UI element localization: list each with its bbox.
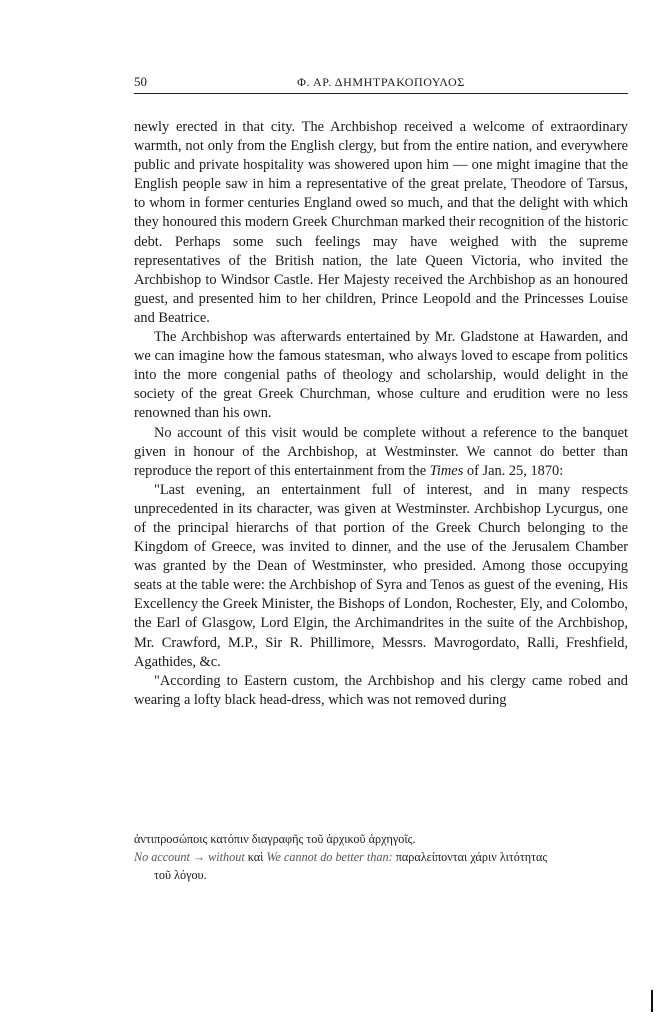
- scan-edge-mark: [651, 990, 653, 1012]
- footnote-line-2: [134, 848, 628, 866]
- page-number: 50: [134, 74, 147, 89]
- header-rule: [134, 93, 628, 94]
- times-title: Times: [429, 462, 464, 479]
- footnote-connector: καὶ: [244, 850, 267, 864]
- footnote-english-phrase-2: We cannot do better than:: [266, 850, 393, 864]
- paragraph-3-text: No account of this visit would be complete without a reference to the banquet given in honour of the Archbishop, at Westminster. We cannot do better than reproduce the report of this entertainment from the: [134, 424, 628, 479]
- footnotes: [134, 830, 628, 884]
- footnote-greek-text: παραλείπονται χάριν λιτότητας: [392, 850, 548, 864]
- footnote-line-3: τοῦ λόγου.: [154, 868, 207, 882]
- paragraph-2: The Archbishop was afterwards entertained by Mr. Gladstone at Hawarden, and we can imagine how the famous statesman, who always loved to escape from politics into the more congenial paths of theology and scholarship, would delight in the society of the great Greek Churchman, whose culture and erudition were no less renowned than his own.: [134, 329, 628, 422]
- paragraph-1: newly erected in that city. The Archbishop received a welcome of extraordinary warmth, not only from the English clergy, but from the entire nation, and everywhere public and private hospitality was showered upon him — one might imagine that the English people saw in him a representative of the great prelate, Theodore of Tarsus, to whom in former centuries England owed so much, and that the delight with which they honoured this modern Greek Churchman marked their recognition of the historic debt. Perhaps some such feelings may have weighed with the supreme representatives of the British nation, the late Queen Victoria, who invited the Archbishop to Windsor Castle. Her Majesty received the Archbishop as an honoured guest, and presented him to her children, Prince Leopold and the Princesses Louise and Beatrice.: [134, 119, 628, 326]
- page-header: [134, 74, 628, 94]
- paragraph-4-quote: "Last evening, an entertainment full of interest, and in many respects unprecedented in its character, was given at Westminster. Archbishop Lycurgus, one of the principal hierarchs of that portion of the Greek Church belonging to the Kingdom of Greece, was invited to dinner, and the use of the Jerusalem Chamber was granted by the Dean of Westminster, who presided. Among those occupying seats at the table were: the Archbishop of Syra and Tenos as guest of the evening, His Excellency the Greek Minister, the Bishops of London, Rochester, Ely, and Colombo, the Earl of Glasgow, Lord Elgin, the Archimandrites in the suite of the Archbishop, Mr. Crawford, M.P., Sir R. Phillimore, Messrs. Mavrogordato, Ralli, Freshfield, Agathides, &c.: [134, 481, 628, 670]
- footnote-line-1: ἀντιπροσώποις κατόπιν διαγραφῆς τοῦ ἀρχικοῦ ἀρχηγοῖς.: [134, 832, 416, 846]
- footnote-english-phrase-1: No account → without: [134, 850, 245, 864]
- paragraph-3-date: of Jan. 25, 1870:: [463, 462, 564, 479]
- body-text: [134, 118, 628, 710]
- paragraph-3: [134, 424, 628, 481]
- running-head: Φ. ΑΡ. ΔΗΜΗΤΡΑΚΟΠΟΥΛΟΣ: [297, 75, 465, 89]
- paragraph-5-quote: "According to Eastern custom, the Archbishop and his clergy came robed and wearing a lofty black head-dress, which was not removed during: [134, 672, 628, 708]
